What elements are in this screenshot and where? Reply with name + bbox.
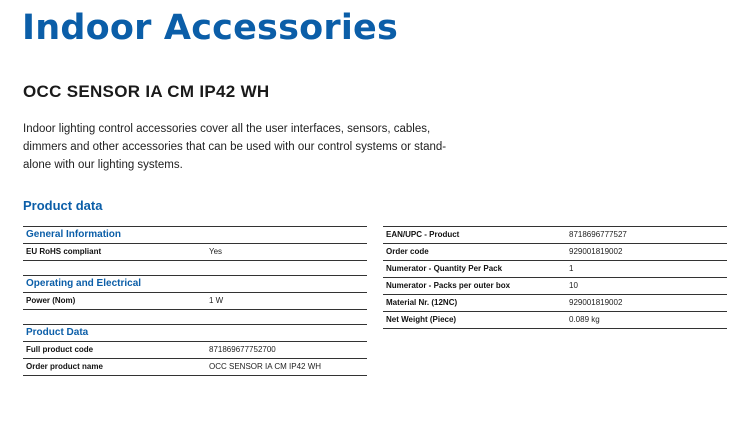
group-header: Product Data [23,324,367,342]
table-row [23,342,367,359]
product-description: Indoor lighting control accessories cover all the user interfaces, sensors, cables, dimmers and other accessories that can be used with our control systems or stand-alone with our lighting systems. [23,123,447,171]
row-value: OCC SENSOR IA CM IP42 WH [209,362,322,371]
table-row [383,295,727,312]
row-label: EU RoHS compliant [26,247,102,256]
row-label: Full product code [26,345,94,354]
row-label: EAN/UPC - Product [386,230,460,239]
product-name: OCC SENSOR IA CM IP42 WH [23,82,270,101]
row-value: 10 [569,281,578,290]
row-label: Order code [386,247,429,256]
row-label: Order product name [26,362,103,371]
row-label: Numerator - Quantity Per Pack [386,264,503,273]
table-row [23,244,367,261]
group-header: General Information [23,226,367,244]
row-value: 8718696777527 [569,230,627,239]
general-information-group [23,226,367,261]
row-value: 1 [569,264,574,273]
row-label: Material Nr. (12NC) [386,298,458,307]
table-row [383,261,727,278]
table-row [23,359,367,376]
row-label: Numerator - Packs per outer box [386,281,511,290]
row-value: 1 W [209,296,224,305]
row-value: 929001819002 [569,298,623,307]
table-row [383,312,727,329]
row-value: Yes [209,247,223,256]
table-row [383,227,727,244]
table-row [23,293,367,310]
row-label: Power (Nom) [26,296,76,305]
row-label: Net Weight (Piece) [386,315,457,324]
row-value: 0.089 kg [569,315,600,324]
table-row [383,278,727,295]
product-data-group [23,324,367,376]
logistics-table [383,226,727,329]
row-value: 929001819002 [569,247,623,256]
group-header: Operating and Electrical [23,275,367,293]
row-value: 871869677752700 [209,345,276,354]
table-row [383,244,727,261]
page-title: Indoor Accessories [22,8,398,48]
product-data-heading: Product data [23,198,103,213]
operating-electrical-group [23,275,367,310]
